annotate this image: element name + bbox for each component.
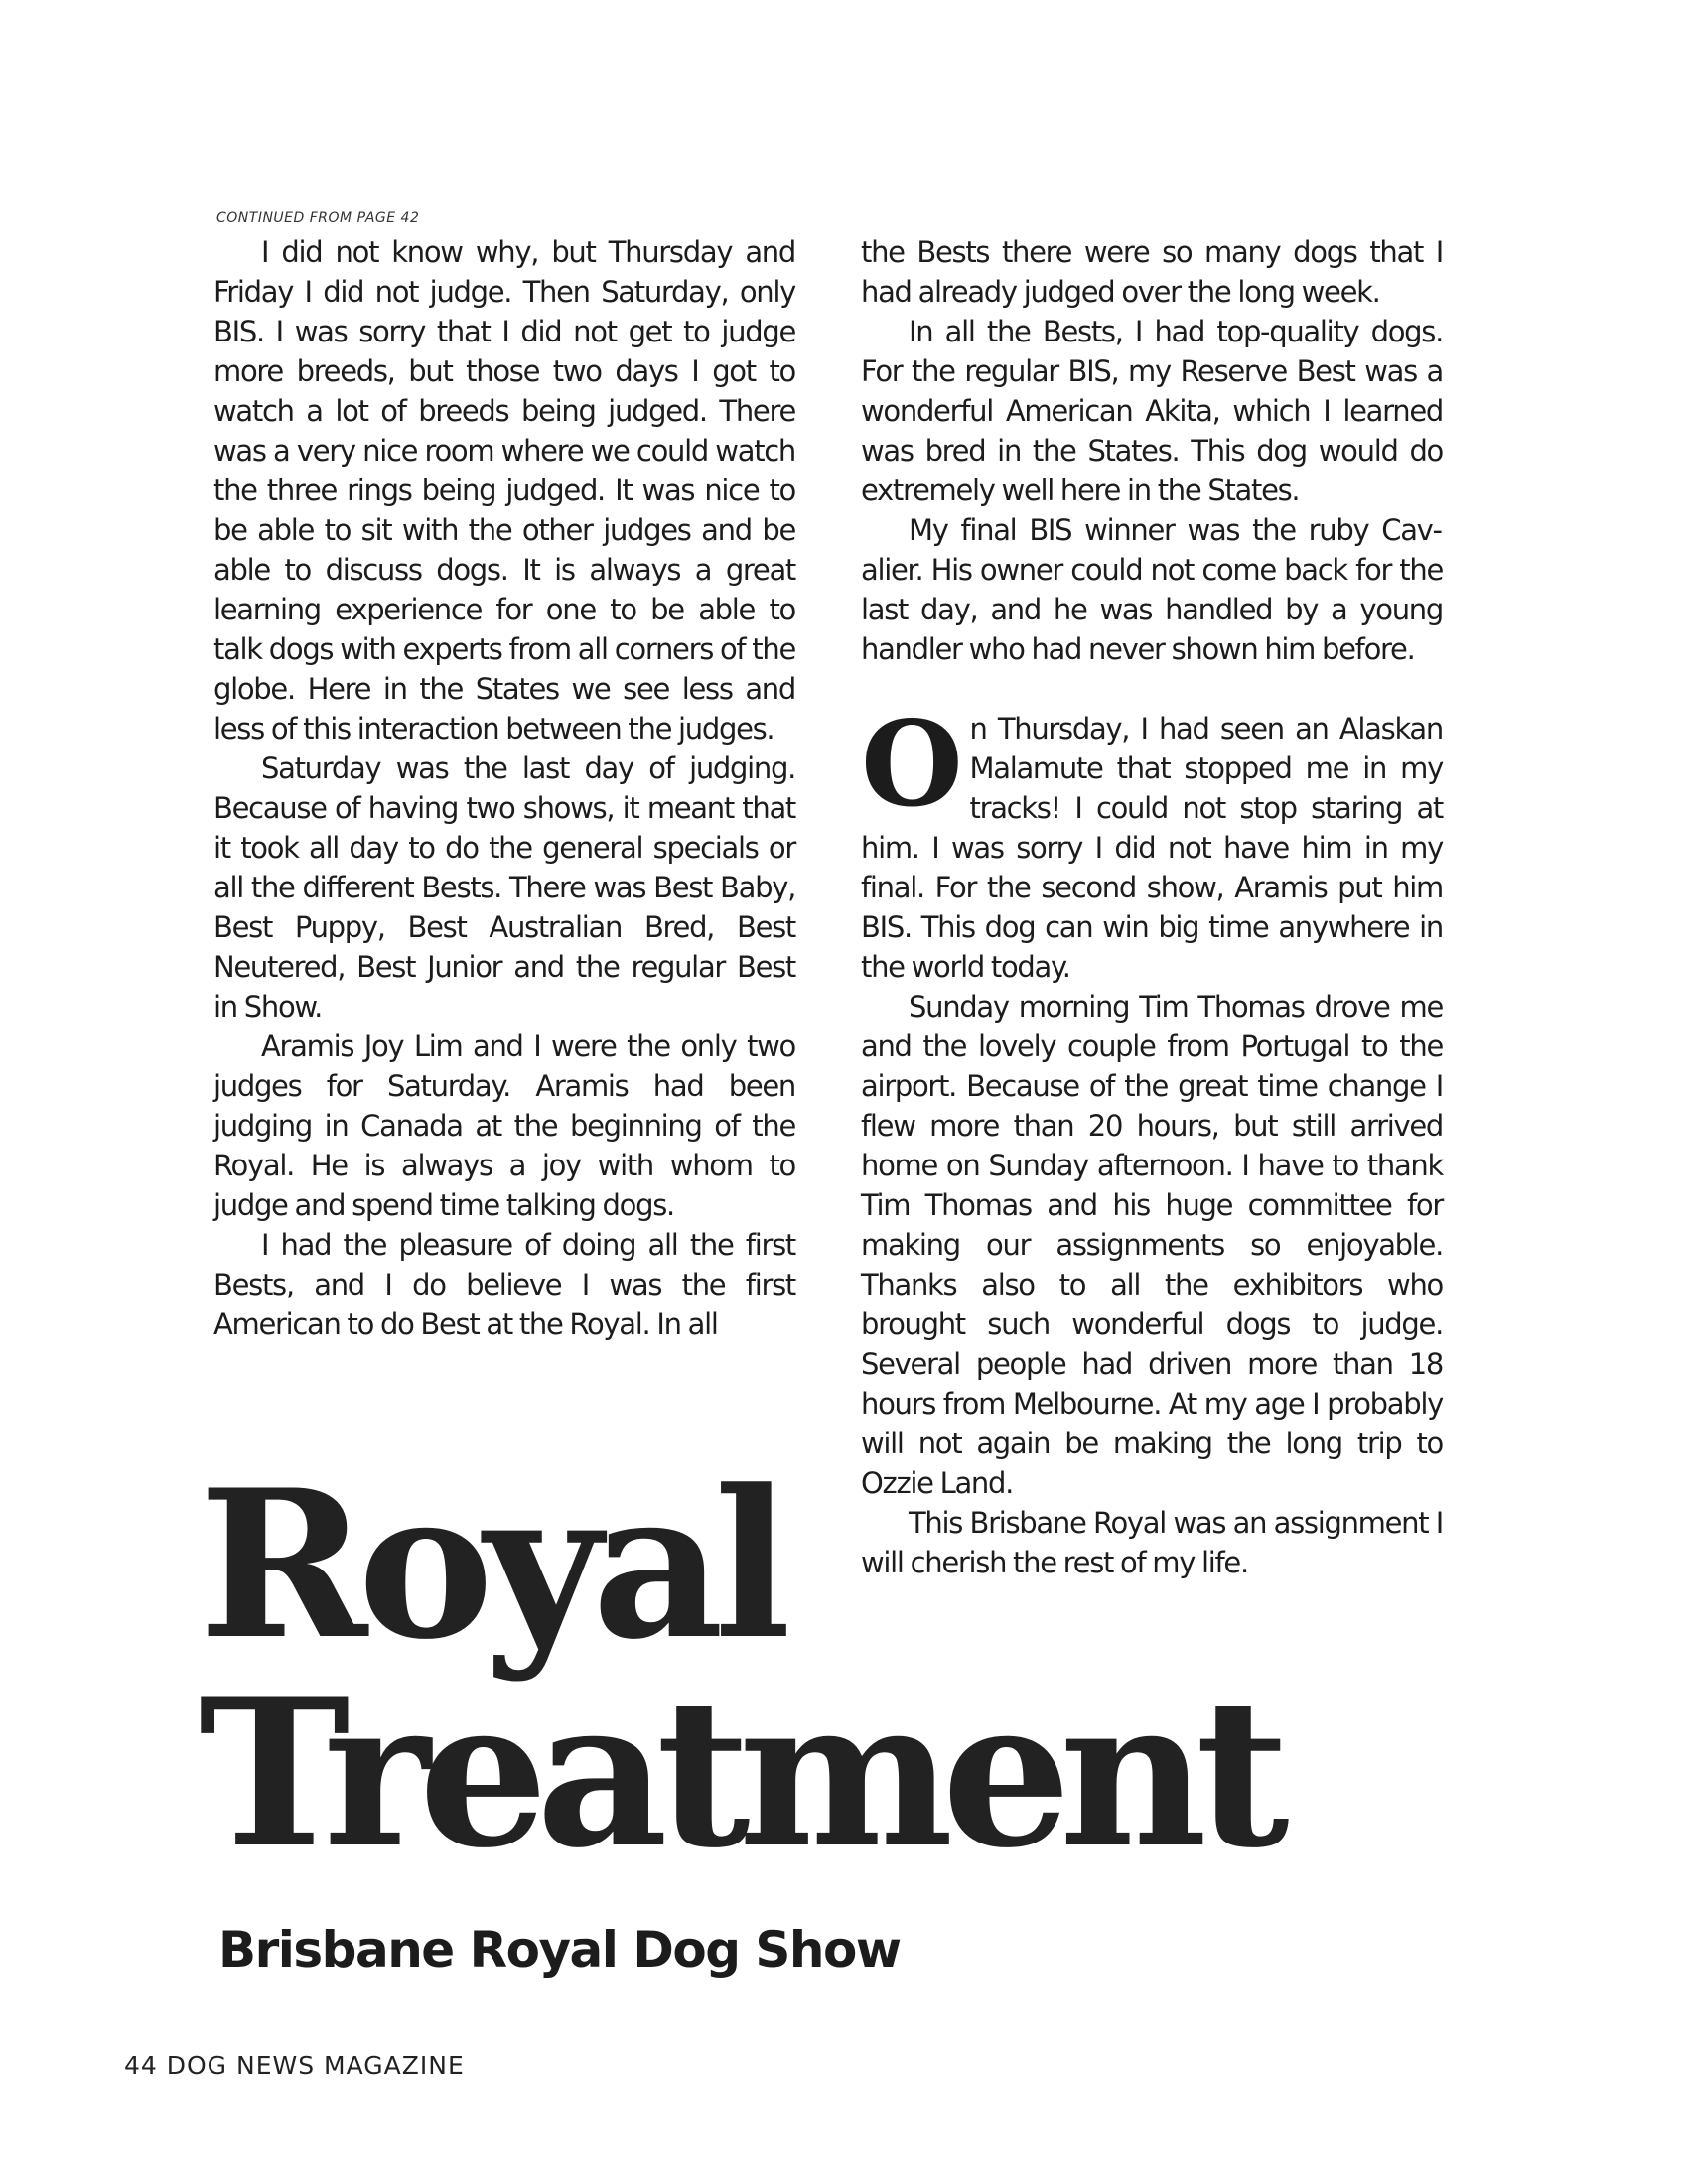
body-paragraph: Saturday was the last day of judging. Because of having two shows, it meant that it took all day to do the general specials or all the different Bests. There was Best Baby, Best Puppy, Best Australian Bred, Best Neutered, Best Junior and the regular Best in Show. xyxy=(213,751,795,1024)
body-paragraph: This Brisbane Royal was an assignment I will cherish the rest of my life. xyxy=(861,1506,1443,1579)
body-paragraph: In all the Bests, I had top-quality dogs. For the regular BIS, my Reserve Best was a wonderful American Akita, which I learned was bred in the States. This dog would do extremely well here in the States. xyxy=(861,315,1443,507)
article-column-left xyxy=(213,232,795,1344)
body-paragraph: Sunday morning Tim Thomas drove me and the lovely couple from Portugal to the airport. Because of the great time change I flew more than 20 hours, but still arrived home on Sunday afternoon. I have to thank Tim Thomas and his huge committee for making our assignments so enjoyable. Thanks also to all the exhibitors who brought such wonderful dogs to judge. Several people had driven more than 18 hours from Melbourne. At my age I probably will not again be making the long trip to Ozzie Land. xyxy=(861,990,1443,1500)
title-line-royal: Royal xyxy=(199,1446,781,1685)
body-paragraph-continuation: the Bests there were so many dogs that I had already judged over the long week. xyxy=(861,235,1443,309)
article-column-right xyxy=(861,232,1443,1582)
body-paragraph: Aramis Joy Lim and I were the only two judges for Saturday. Aramis had been judging in Canada at the beginning of the Royal. He is always a joy with whom to judge and spend time talking dogs. xyxy=(213,1029,795,1222)
body-paragraph: I had the pleasure of doing all the first Bests, and I do believe I was the first American to do Best at the Royal. In all xyxy=(213,1228,795,1341)
dropcap-paragraph-text: n Thursday, I had seen an Alaskan Malamute that stopped me in my tracks! I could not stop staring at him. I was sorry I did not have him in my final. For the second show, Aramis put him BIS. This dog can win big time anywhere in the world today. xyxy=(861,712,1443,984)
dropcap-paragraph xyxy=(861,695,1443,987)
continued-note: CONTINUED FROM PAGE 42 xyxy=(216,210,420,226)
page-folio: 44 DOG NEWS MAGAZINE xyxy=(124,2051,465,2080)
drop-cap-letter: O xyxy=(861,695,962,833)
article-title xyxy=(199,1446,1278,1893)
body-paragraph: I did not know why, but Thursday and Friday I did not judge. Then Saturday, only BIS. I was sorry that I did not get to judge more breeds, but those two days I got to watch a lot of breeds being judged. There was a very nice room where we could watch the three rings being judged. It was nice to be able to sit with the other judges and be able to discuss dogs. It is always a great learning experience for one to be able to talk dogs with experts from all corners of the globe. Here in the States we see less and less of this interaction between the judges. xyxy=(213,235,795,746)
title-line-treatment: Treatment xyxy=(199,1655,1278,1893)
body-paragraph: My final BIS winner was the ruby Cavalier. His owner could not come back for the last day, and he was handled by a young handler who had never shown him before. xyxy=(861,513,1443,666)
article-subtitle: Brisbane Royal Dog Show xyxy=(218,1921,901,1979)
